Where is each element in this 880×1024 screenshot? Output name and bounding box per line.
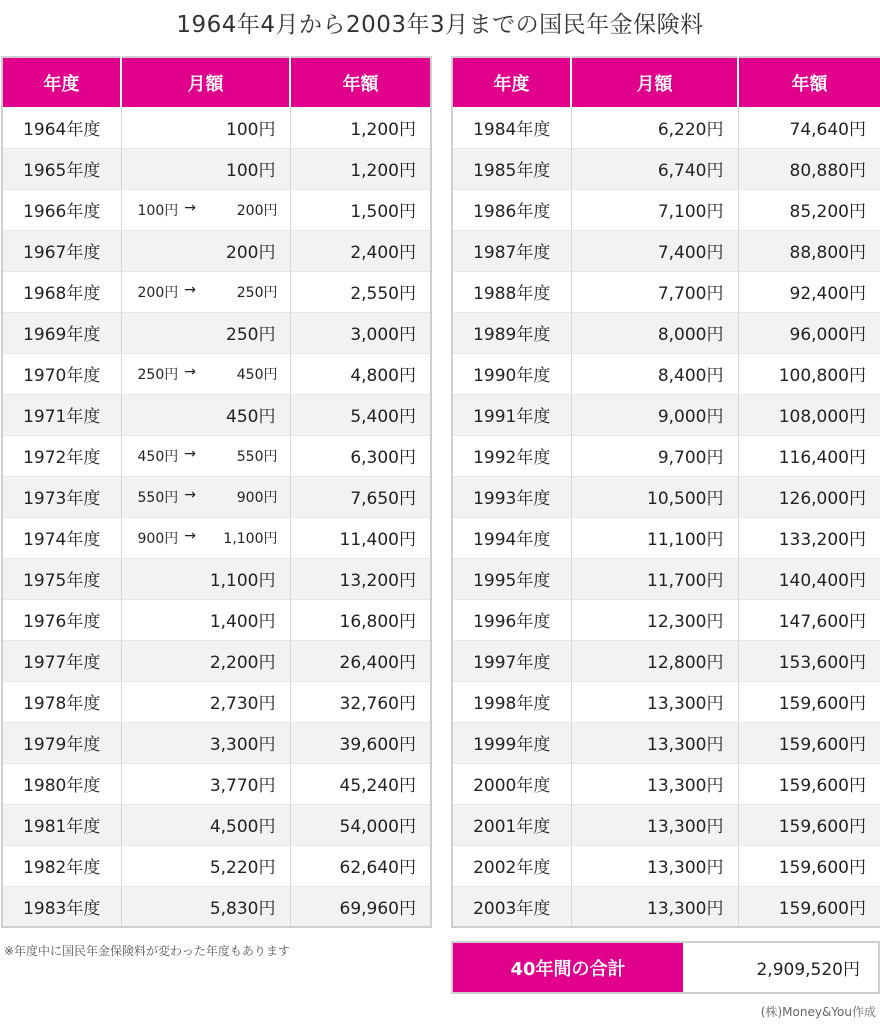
monthly-cell: 6,220円 (571, 107, 738, 148)
column-header-monthly: 月額 (121, 57, 290, 107)
monthly-cell: 9,700円 (571, 435, 738, 476)
year-cell: 1998年度 (452, 681, 571, 722)
annual-cell: 11,400円 (290, 517, 431, 558)
table-row (2, 230, 431, 271)
table-row (452, 640, 880, 681)
monthly-change-cell (121, 517, 290, 558)
annual-cell: 7,650円 (290, 476, 431, 517)
annual-cell: 5,400円 (290, 394, 431, 435)
table-row (452, 558, 880, 599)
annual-cell: 16,800円 (290, 599, 431, 640)
table-row (452, 271, 880, 312)
monthly-from: 250円 (137, 366, 179, 383)
table-row (2, 599, 431, 640)
annual-cell: 6,300円 (290, 435, 431, 476)
arrow-right-icon: → (184, 199, 196, 216)
monthly-change-cell (121, 189, 290, 230)
table-row (2, 558, 431, 599)
year-cell: 1991年度 (452, 394, 571, 435)
annual-cell: 32,760円 (290, 681, 431, 722)
monthly-cell: 4,500円 (121, 804, 290, 845)
monthly-cell: 13,300円 (571, 763, 738, 804)
table-row (452, 394, 880, 435)
annual-cell: 3,000円 (290, 312, 431, 353)
year-cell: 1975年度 (2, 558, 121, 599)
table-row (2, 845, 431, 886)
monthly-cell: 7,100円 (571, 189, 738, 230)
year-cell: 1971年度 (2, 394, 121, 435)
monthly-cell: 1,100円 (121, 558, 290, 599)
monthly-cell: 6,740円 (571, 148, 738, 189)
year-cell: 1977年度 (2, 640, 121, 681)
year-cell: 1990年度 (452, 353, 571, 394)
monthly-change-cell (121, 435, 290, 476)
table-header-row (2, 57, 431, 107)
annual-cell: 88,800円 (738, 230, 880, 271)
monthly-to: 1,100円 (223, 530, 278, 547)
year-cell: 1986年度 (452, 189, 571, 230)
table-row (452, 804, 880, 845)
year-cell: 1968年度 (2, 271, 121, 312)
monthly-to: 200円 (236, 202, 278, 219)
monthly-cell: 13,300円 (571, 681, 738, 722)
table-row (452, 107, 880, 148)
annual-cell: 159,600円 (738, 681, 880, 722)
monthly-change-cell (121, 271, 290, 312)
premium-table-left (1, 56, 432, 928)
annual-cell: 1,500円 (290, 189, 431, 230)
monthly-from: 550円 (137, 489, 179, 506)
annual-cell: 13,200円 (290, 558, 431, 599)
annual-cell: 159,600円 (738, 804, 880, 845)
year-cell: 1981年度 (2, 804, 121, 845)
year-cell: 1974年度 (2, 517, 121, 558)
monthly-cell: 13,300円 (571, 845, 738, 886)
table-row (452, 435, 880, 476)
table-row (452, 886, 880, 927)
page-title: 1964年4月から2003年3月までの国民年金保険料 (176, 12, 704, 38)
year-cell: 2002年度 (452, 845, 571, 886)
credit: (株)Money&You作成 (760, 1005, 876, 1019)
monthly-cell: 9,000円 (571, 394, 738, 435)
year-cell: 1992年度 (452, 435, 571, 476)
annual-cell: 85,200円 (738, 189, 880, 230)
annual-cell: 2,550円 (290, 271, 431, 312)
year-cell: 2001年度 (452, 804, 571, 845)
total-label: 40年間の合計 (453, 943, 683, 992)
monthly-from: 450円 (137, 448, 179, 465)
monthly-change-cell (121, 476, 290, 517)
table-row (452, 681, 880, 722)
annual-cell: 39,600円 (290, 722, 431, 763)
table-row (2, 107, 431, 148)
arrow-right-icon: → (184, 445, 196, 462)
monthly-cell: 12,300円 (571, 599, 738, 640)
monthly-to: 550円 (236, 448, 278, 465)
table-row (2, 804, 431, 845)
monthly-change (138, 528, 278, 548)
table-row (2, 312, 431, 353)
monthly-cell: 8,400円 (571, 353, 738, 394)
year-cell: 1999年度 (452, 722, 571, 763)
table-row (2, 517, 431, 558)
column-header-annual: 年額 (738, 57, 880, 107)
year-cell: 1964年度 (2, 107, 121, 148)
monthly-cell: 13,300円 (571, 722, 738, 763)
monthly-to: 250円 (236, 284, 278, 301)
monthly-cell: 3,770円 (121, 763, 290, 804)
table-row (452, 476, 880, 517)
monthly-cell: 5,830円 (121, 886, 290, 927)
monthly-change (138, 487, 278, 507)
table-row (452, 517, 880, 558)
table-row (2, 394, 431, 435)
year-cell: 1988年度 (452, 271, 571, 312)
year-cell: 1965年度 (2, 148, 121, 189)
annual-cell: 147,600円 (738, 599, 880, 640)
annual-cell: 80,880円 (738, 148, 880, 189)
monthly-change (138, 364, 278, 384)
monthly-from: 100円 (137, 202, 179, 219)
annual-cell: 100,800円 (738, 353, 880, 394)
total-box (451, 941, 880, 994)
monthly-change (138, 446, 278, 466)
monthly-to: 450円 (236, 366, 278, 383)
monthly-cell: 10,500円 (571, 476, 738, 517)
annual-cell: 62,640円 (290, 845, 431, 886)
annual-cell: 133,200円 (738, 517, 880, 558)
monthly-cell: 11,700円 (571, 558, 738, 599)
year-cell: 1997年度 (452, 640, 571, 681)
annual-cell: 1,200円 (290, 148, 431, 189)
monthly-from: 200円 (137, 284, 179, 301)
year-cell: 2003年度 (452, 886, 571, 927)
monthly-change (138, 200, 278, 220)
annual-cell: 1,200円 (290, 107, 431, 148)
annual-cell: 96,000円 (738, 312, 880, 353)
arrow-right-icon: → (184, 527, 196, 544)
column-header-year: 年度 (2, 57, 121, 107)
year-cell: 1979年度 (2, 722, 121, 763)
year-cell: 1984年度 (452, 107, 571, 148)
annual-cell: 159,600円 (738, 845, 880, 886)
monthly-cell: 100円 (121, 148, 290, 189)
table-row (452, 353, 880, 394)
annual-cell: 153,600円 (738, 640, 880, 681)
monthly-from: 900円 (137, 530, 179, 547)
annual-cell: 45,240円 (290, 763, 431, 804)
annual-cell: 2,400円 (290, 230, 431, 271)
year-cell: 2000年度 (452, 763, 571, 804)
table-row (2, 722, 431, 763)
year-cell: 1993年度 (452, 476, 571, 517)
monthly-cell: 2,730円 (121, 681, 290, 722)
year-cell: 1976年度 (2, 599, 121, 640)
table-row (2, 189, 431, 230)
arrow-right-icon: → (184, 486, 196, 503)
table-row (2, 435, 431, 476)
monthly-cell: 8,000円 (571, 312, 738, 353)
monthly-cell: 11,100円 (571, 517, 738, 558)
monthly-change (138, 282, 278, 302)
annual-cell: 140,400円 (738, 558, 880, 599)
monthly-cell: 13,300円 (571, 886, 738, 927)
annual-cell: 159,600円 (738, 886, 880, 927)
table-row (452, 763, 880, 804)
year-cell: 1989年度 (452, 312, 571, 353)
table-row (452, 722, 880, 763)
table-row (452, 845, 880, 886)
year-cell: 1996年度 (452, 599, 571, 640)
monthly-to: 900円 (236, 489, 278, 506)
table-row (452, 230, 880, 271)
annual-cell: 116,400円 (738, 435, 880, 476)
year-cell: 1966年度 (2, 189, 121, 230)
annual-cell: 4,800円 (290, 353, 431, 394)
monthly-cell: 7,700円 (571, 271, 738, 312)
arrow-right-icon: → (184, 281, 196, 298)
year-cell: 1983年度 (2, 886, 121, 927)
monthly-cell: 100円 (121, 107, 290, 148)
monthly-cell: 200円 (121, 230, 290, 271)
annual-cell: 54,000円 (290, 804, 431, 845)
table-row (2, 148, 431, 189)
year-cell: 1980年度 (2, 763, 121, 804)
table-row (2, 353, 431, 394)
table-header-row (452, 57, 880, 107)
annual-cell: 126,000円 (738, 476, 880, 517)
year-cell: 1969年度 (2, 312, 121, 353)
monthly-cell: 250円 (121, 312, 290, 353)
annual-cell: 108,000円 (738, 394, 880, 435)
table-row (2, 271, 431, 312)
year-cell: 1978年度 (2, 681, 121, 722)
annual-cell: 159,600円 (738, 763, 880, 804)
annual-cell: 159,600円 (738, 722, 880, 763)
footnote: ※年度中に国民年金保険料が変わった年度もあります (4, 944, 290, 958)
year-cell: 1982年度 (2, 845, 121, 886)
annual-cell: 92,400円 (738, 271, 880, 312)
premium-table-right (451, 56, 880, 928)
column-header-monthly: 月額 (571, 57, 738, 107)
monthly-cell: 1,400円 (121, 599, 290, 640)
year-cell: 1973年度 (2, 476, 121, 517)
table-body-right (452, 107, 880, 927)
table-row (452, 312, 880, 353)
annual-cell: 26,400円 (290, 640, 431, 681)
table-row (2, 886, 431, 927)
monthly-cell: 450円 (121, 394, 290, 435)
table-body-left (2, 107, 431, 927)
table-row (452, 189, 880, 230)
table-row (452, 148, 880, 189)
table-row (2, 640, 431, 681)
year-cell: 1972年度 (2, 435, 121, 476)
monthly-cell: 12,800円 (571, 640, 738, 681)
year-cell: 1970年度 (2, 353, 121, 394)
year-cell: 1987年度 (452, 230, 571, 271)
monthly-change-cell (121, 353, 290, 394)
monthly-cell: 13,300円 (571, 804, 738, 845)
column-header-annual: 年額 (290, 57, 431, 107)
monthly-cell: 2,200円 (121, 640, 290, 681)
table-row (2, 681, 431, 722)
monthly-cell: 3,300円 (121, 722, 290, 763)
table-row (452, 599, 880, 640)
monthly-cell: 7,400円 (571, 230, 738, 271)
column-header-year: 年度 (452, 57, 571, 107)
total-value: 2,909,520円 (683, 943, 878, 992)
year-cell: 1985年度 (452, 148, 571, 189)
table-row (2, 763, 431, 804)
annual-cell: 74,640円 (738, 107, 880, 148)
table-row (2, 476, 431, 517)
year-cell: 1995年度 (452, 558, 571, 599)
year-cell: 1967年度 (2, 230, 121, 271)
arrow-right-icon: → (184, 363, 196, 380)
annual-cell: 69,960円 (290, 886, 431, 927)
monthly-cell: 5,220円 (121, 845, 290, 886)
year-cell: 1994年度 (452, 517, 571, 558)
